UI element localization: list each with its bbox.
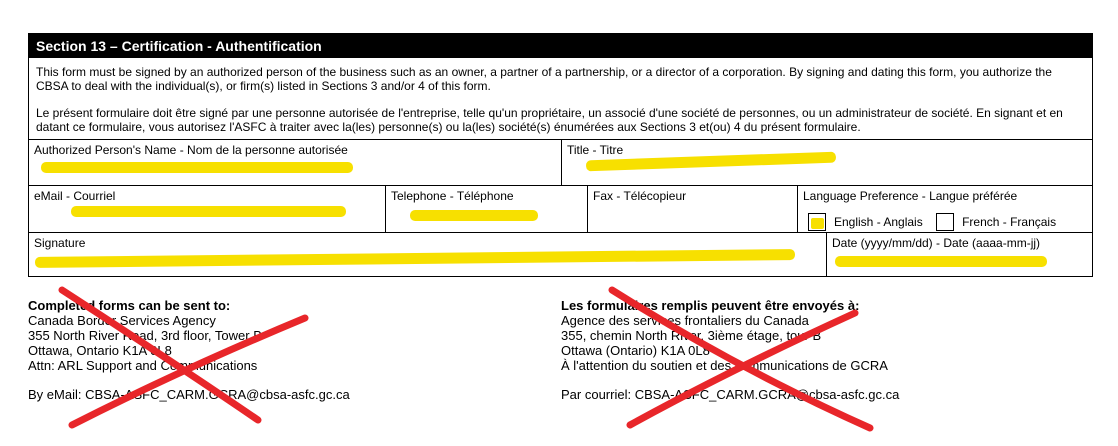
french-email-line <box>561 387 899 402</box>
english-checkbox[interactable] <box>808 213 826 231</box>
english-mailing-address <box>28 298 350 402</box>
authorized-name-label: Authorized Person's Name - Nom de la personne autorisée <box>34 143 348 157</box>
name-title-row <box>29 139 1092 185</box>
fax-field[interactable] <box>587 186 797 232</box>
signature-label: Signature <box>34 236 86 250</box>
language-preference-field <box>797 186 1092 232</box>
language-options <box>808 213 1056 234</box>
french-checkbox[interactable] <box>936 213 954 231</box>
telephone-redaction-highlight <box>410 210 538 221</box>
french-address-line: 355, chemin North River, 3ième étage, tour B <box>561 328 822 343</box>
french-address-heading: Les formulaires remplis peuvent être envoyés à: <box>561 298 860 313</box>
title-redaction-highlight <box>586 152 836 172</box>
english-address-heading: Completed forms can be sent to: <box>28 298 231 313</box>
date-redaction-highlight <box>835 256 1047 267</box>
english-email-link[interactable]: CBSA-ASFC_CARM.GCRA@cbsa-asfc.gc.ca <box>85 387 350 402</box>
signature-row <box>29 232 1092 276</box>
french-email-prefix: Par courriel: <box>561 387 635 402</box>
date-field[interactable] <box>826 233 1092 276</box>
authorized-name-field[interactable] <box>29 140 561 185</box>
french-address-line: Ottawa (Ontario) K1A 0L8 <box>561 343 710 358</box>
contact-row <box>29 185 1092 232</box>
fax-label: Fax - Télécopieur <box>593 189 687 203</box>
english-option[interactable] <box>808 213 923 231</box>
english-address-line: 355 North River Road, 3rd floor, Tower B <box>28 328 262 343</box>
intro-english: This form must be signed by an authorized person of the business such as an owner, a partner of a partnership, or a director of a corporation. By signing and dating this form, you authorize the CBSA to deal with the individual(s), or firm(s) listed in Sections 3 and/or 4 of this form. <box>36 65 1052 93</box>
french-address-line: Agence des services frontaliers du Canada <box>561 313 809 328</box>
french-email-link[interactable]: CBSA-ASFC_CARM.GCRA@cbsa-asfc.gc.ca <box>634 387 900 402</box>
english-address-line: Canada Border Services Agency <box>28 313 216 328</box>
french-label: French - Français <box>962 215 1057 229</box>
email-field[interactable] <box>29 186 385 232</box>
english-address-line: Attn: ARL Support and Communications <box>28 358 258 373</box>
title-label: Title - Titre <box>567 143 624 157</box>
telephone-label: Telephone - Téléphone <box>391 189 514 203</box>
language-label: Language Preference - Langue préférée <box>803 189 1018 203</box>
french-option[interactable] <box>936 213 1056 231</box>
email-redaction-highlight <box>71 206 346 217</box>
certification-section <box>28 33 1093 277</box>
english-address-line: Ottawa, Ontario K1A 0L8 <box>28 343 172 358</box>
name-redaction-highlight <box>41 162 353 173</box>
signature-redaction-highlight <box>35 249 795 268</box>
english-email-prefix: By eMail: <box>28 387 86 402</box>
title-field[interactable] <box>561 140 1092 185</box>
french-mailing-address <box>561 298 899 402</box>
intro-french: Le présent formulaire doit être signé par une personne autorisée de l'entreprise, telle qu'un propriétaire, un associé d'une société de personnes, ou un administrateur de société. En signant et en datant ce formulaire, vous autorisez l'ASFC à traiter avec la(les) personne(s) ou la(les) société(s) énumérées aux Sections 3 et(ou) 4 du présent formulaire. <box>36 106 1063 134</box>
french-address-line: À l'attention du soutien et des communications de GCRA <box>561 358 888 373</box>
english-label: English - Anglais <box>834 215 923 229</box>
section-title: Section 13 – Certification - Authentification <box>29 34 1092 58</box>
email-label: eMail - Courriel <box>34 189 116 203</box>
signature-field[interactable] <box>29 233 826 276</box>
date-label: Date (yyyy/mm/dd) - Date (aaaa-mm-jj) <box>832 236 1041 250</box>
section-intro <box>29 58 1092 139</box>
telephone-field[interactable] <box>385 186 587 232</box>
english-email-line <box>28 387 350 402</box>
